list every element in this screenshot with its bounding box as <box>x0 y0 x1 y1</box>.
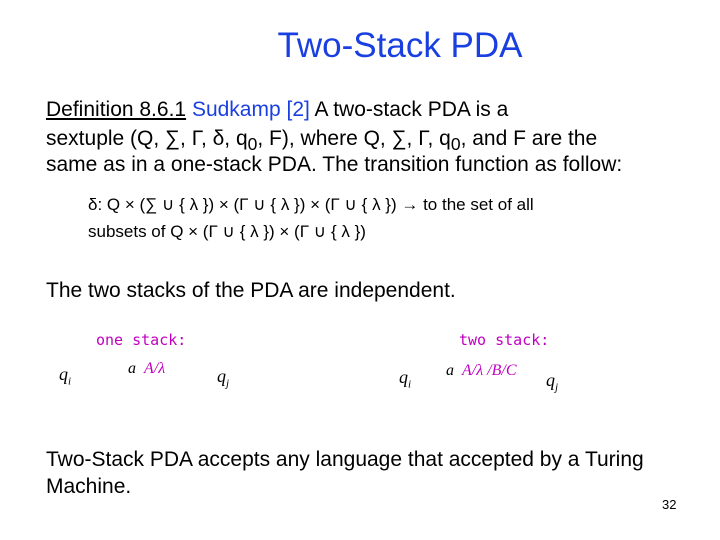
independence-statement: The two stacks of the PDA are independent. <box>46 279 456 302</box>
one-stack-caption: one stack: <box>96 331 187 349</box>
transition-label-one-stack: a A/λ <box>128 360 166 377</box>
state-qj-one-stack: $q_j$ <box>217 366 230 390</box>
state-qj-two-stack: $q_j$ <box>546 370 559 394</box>
definition-line-1-text: A two-stack PDA is a <box>314 98 509 121</box>
state-qi-one-stack: $q_i$ <box>59 364 72 388</box>
two-stack-caption: two stack: <box>459 331 550 349</box>
slide-title: Two-Stack PDA <box>277 26 523 65</box>
definition-line-2: sextuple (Q, ∑, Γ, δ, $q_0$, F), where Q, ∑, Γ, $q_0$, and F are the <box>46 127 598 155</box>
accepts-statement-line-1: Two-Stack PDA accepts any language that accepted by a Turing <box>46 448 644 471</box>
transition-label-two-stack: a A/λ /B/C <box>446 362 517 379</box>
definition-line-3: same as in a one-stack PDA. The transition function as follow: <box>46 153 623 176</box>
definition-label: Definition 8.6.1 <box>46 98 187 121</box>
accepts-statement-line-2: Machine. <box>46 475 132 498</box>
transition-function-line-2: subsets of Q × (Γ ∪ { λ }) × (Γ ∪ { λ }) <box>88 222 366 241</box>
definition-reference: Sudkamp [2] <box>191 98 310 121</box>
state-qi-two-stack: $q_i$ <box>399 367 412 391</box>
page-number: 32 <box>662 497 677 512</box>
definition-line-1 <box>46 95 706 125</box>
transition-function-line-1: δ: Q × (∑ ∪ { λ }) × (Γ ∪ { λ }) × (Γ ∪ { λ }) → to the set of all <box>88 195 534 214</box>
